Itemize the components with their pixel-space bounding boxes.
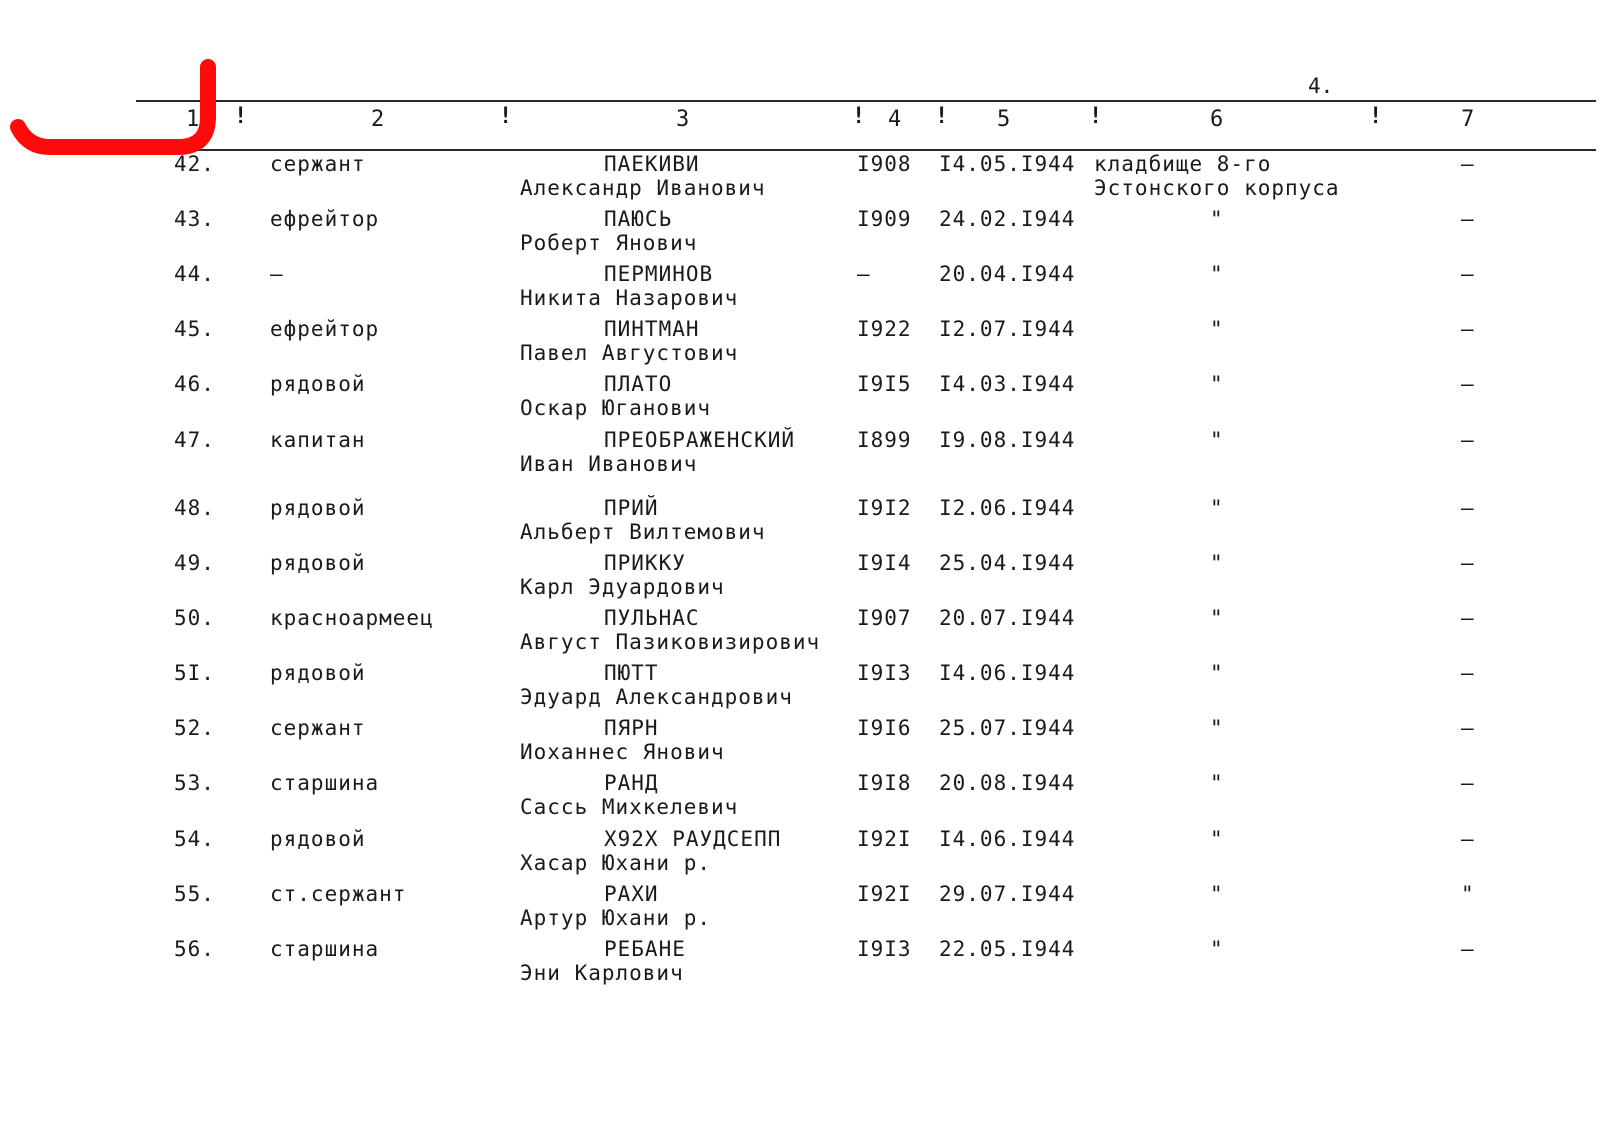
row-number: 52. (174, 716, 215, 740)
column-header-3: 3 (676, 107, 690, 132)
table-row (0, 262, 1600, 318)
row-number: 55. (174, 882, 215, 906)
table-row (0, 428, 1600, 484)
note: – (1461, 496, 1475, 520)
burial-place: " (1210, 372, 1224, 396)
note: – (1461, 262, 1475, 286)
surname: РАХИ (604, 882, 659, 906)
given-name: Роберт Янович (520, 231, 698, 255)
table-row (0, 716, 1600, 772)
given-name: Артур Юхани р. (520, 906, 712, 930)
row-number: 47. (174, 428, 215, 452)
note: – (1461, 372, 1475, 396)
rank: ефрейтор (270, 207, 380, 231)
red-marker-stroke (0, 55, 230, 175)
given-name: Август Пазиковизирович (520, 630, 821, 654)
given-name: Карл Эдуардович (520, 575, 725, 599)
burial-place: " (1210, 207, 1224, 231)
birth-year: I9I2 (857, 496, 912, 520)
rank: ефрейтор (270, 317, 380, 341)
surname: X92X РАУДСЕПП (604, 827, 782, 851)
row-number: 50. (174, 606, 215, 630)
table-row (0, 771, 1600, 827)
birth-year: I9I8 (857, 771, 912, 795)
rank: сержант (270, 152, 366, 176)
row-number: 46. (174, 372, 215, 396)
given-name: Павел Августович (520, 341, 739, 365)
row-number: 5I. (174, 661, 215, 685)
surname: РАНД (604, 771, 659, 795)
burial-place: " (1210, 661, 1224, 685)
note: – (1461, 152, 1475, 176)
row-number: 48. (174, 496, 215, 520)
rank: сержант (270, 716, 366, 740)
given-name: Альберт Вилтемович (520, 520, 766, 544)
death-date: I2.06.I944 (939, 496, 1076, 520)
death-date: 25.07.I944 (939, 716, 1076, 740)
table-row (0, 152, 1600, 208)
birth-year: I909 (857, 207, 912, 231)
birth-year: I908 (857, 152, 912, 176)
row-number: 53. (174, 771, 215, 795)
note: – (1461, 716, 1475, 740)
surname: ПЯРН (604, 716, 659, 740)
given-name: Эдуард Александрович (520, 685, 793, 709)
note: – (1461, 207, 1475, 231)
column-separator: ! (935, 104, 949, 129)
birth-year: I92I (857, 827, 912, 851)
burial-place: " (1210, 882, 1224, 906)
surname: ПЮТТ (604, 661, 659, 685)
note: " (1461, 882, 1475, 906)
burial-place: " (1210, 496, 1224, 520)
burial-place: " (1210, 606, 1224, 630)
burial-place: " (1210, 262, 1224, 286)
note: – (1461, 661, 1475, 685)
surname: ПРЕОБРАЖЕНСКИЙ (604, 428, 796, 452)
death-date: I4.06.I944 (939, 827, 1076, 851)
column-separator: ! (499, 104, 513, 129)
note: – (1461, 827, 1475, 851)
table-row (0, 207, 1600, 263)
death-date: 25.04.I944 (939, 551, 1076, 575)
column-separator: ! (852, 104, 866, 129)
burial-place: " (1210, 551, 1224, 575)
burial-place: кладбище 8-го (1094, 152, 1272, 176)
given-name: Иван Иванович (520, 452, 698, 476)
page-number: 4. (1308, 74, 1334, 98)
row-number: 45. (174, 317, 215, 341)
birth-year: I9I4 (857, 551, 912, 575)
table-row (0, 827, 1600, 883)
birth-year: I899 (857, 428, 912, 452)
rank: старшина (270, 771, 380, 795)
row-number: 56. (174, 937, 215, 961)
birth-year: I907 (857, 606, 912, 630)
row-number: 54. (174, 827, 215, 851)
birth-year: I9I6 (857, 716, 912, 740)
row-number: 42. (174, 152, 215, 176)
column-header-7: 7 (1461, 107, 1475, 132)
death-date: 20.08.I944 (939, 771, 1076, 795)
burial-place: " (1210, 317, 1224, 341)
rank: красноармеец (270, 606, 434, 630)
rank: рядовой (270, 551, 366, 575)
note: – (1461, 428, 1475, 452)
rank: капитан (270, 428, 366, 452)
rank: рядовой (270, 661, 366, 685)
column-header-6: 6 (1210, 107, 1224, 132)
given-name: Иоханнес Янович (520, 740, 725, 764)
header-bottom-rule (136, 149, 1596, 151)
birth-year: I92I (857, 882, 912, 906)
surname: ПАЮСЬ (604, 207, 673, 231)
table-row (0, 882, 1600, 938)
death-date: I9.08.I944 (939, 428, 1076, 452)
column-header-4: 4 (888, 107, 902, 132)
column-header-5: 5 (997, 107, 1011, 132)
surname: ПРИЙ (604, 496, 659, 520)
burial-place: " (1210, 937, 1224, 961)
given-name: Эни Карлович (520, 961, 684, 985)
death-date: 22.05.I944 (939, 937, 1076, 961)
surname: ПАЕКИВИ (604, 152, 700, 176)
note: – (1461, 606, 1475, 630)
birth-year: I9I3 (857, 937, 912, 961)
birth-year: – (857, 262, 871, 286)
birth-year: I9I5 (857, 372, 912, 396)
given-name: Никита Назарович (520, 286, 739, 310)
table-row (0, 606, 1600, 662)
row-number: 44. (174, 262, 215, 286)
death-date: 24.02.I944 (939, 207, 1076, 231)
death-date: I4.06.I944 (939, 661, 1076, 685)
surname: ПИНТМАН (604, 317, 700, 341)
rank: – (270, 262, 284, 286)
table-row (0, 317, 1600, 373)
given-name: Оскар Юганович (520, 396, 712, 420)
surname: ПЛАТО (604, 372, 673, 396)
burial-place: " (1210, 428, 1224, 452)
death-date: I2.07.I944 (939, 317, 1076, 341)
death-date: 20.04.I944 (939, 262, 1076, 286)
birth-year: I9I3 (857, 661, 912, 685)
birth-year: I922 (857, 317, 912, 341)
death-date: I4.03.I944 (939, 372, 1076, 396)
note: – (1461, 317, 1475, 341)
rank: рядовой (270, 827, 366, 851)
column-separator: ! (1369, 104, 1383, 129)
death-date: I4.05.I944 (939, 152, 1076, 176)
column-separator: ! (234, 104, 248, 129)
row-number: 43. (174, 207, 215, 231)
note: – (1461, 771, 1475, 795)
death-date: 20.07.I944 (939, 606, 1076, 630)
column-header-2: 2 (371, 107, 385, 132)
rank: рядовой (270, 372, 366, 396)
burial-place: " (1210, 716, 1224, 740)
given-name: Сассь Михкелевич (520, 795, 739, 819)
rank: ст.сержант (270, 882, 407, 906)
header-top-rule (136, 100, 1596, 102)
note: – (1461, 937, 1475, 961)
rank: рядовой (270, 496, 366, 520)
burial-place: " (1210, 771, 1224, 795)
table-row (0, 661, 1600, 717)
table-row (0, 372, 1600, 428)
surname: РЕБАНЕ (604, 937, 686, 961)
rank: старшина (270, 937, 380, 961)
table-row (0, 937, 1600, 993)
column-separator: ! (1089, 104, 1103, 129)
given-name: Александр Иванович (520, 176, 766, 200)
burial-place-line2: Эстонского корпуса (1094, 176, 1340, 200)
table-row (0, 496, 1600, 552)
burial-place: " (1210, 827, 1224, 851)
surname: ПУЛЬНАС (604, 606, 700, 630)
note: – (1461, 551, 1475, 575)
row-number: 49. (174, 551, 215, 575)
given-name: Хасар Юхани р. (520, 851, 712, 875)
table-row (0, 551, 1600, 607)
surname: ПРИККУ (604, 551, 686, 575)
death-date: 29.07.I944 (939, 882, 1076, 906)
column-header-1: 1 (186, 107, 200, 132)
surname: ПЕРМИНОВ (604, 262, 714, 286)
